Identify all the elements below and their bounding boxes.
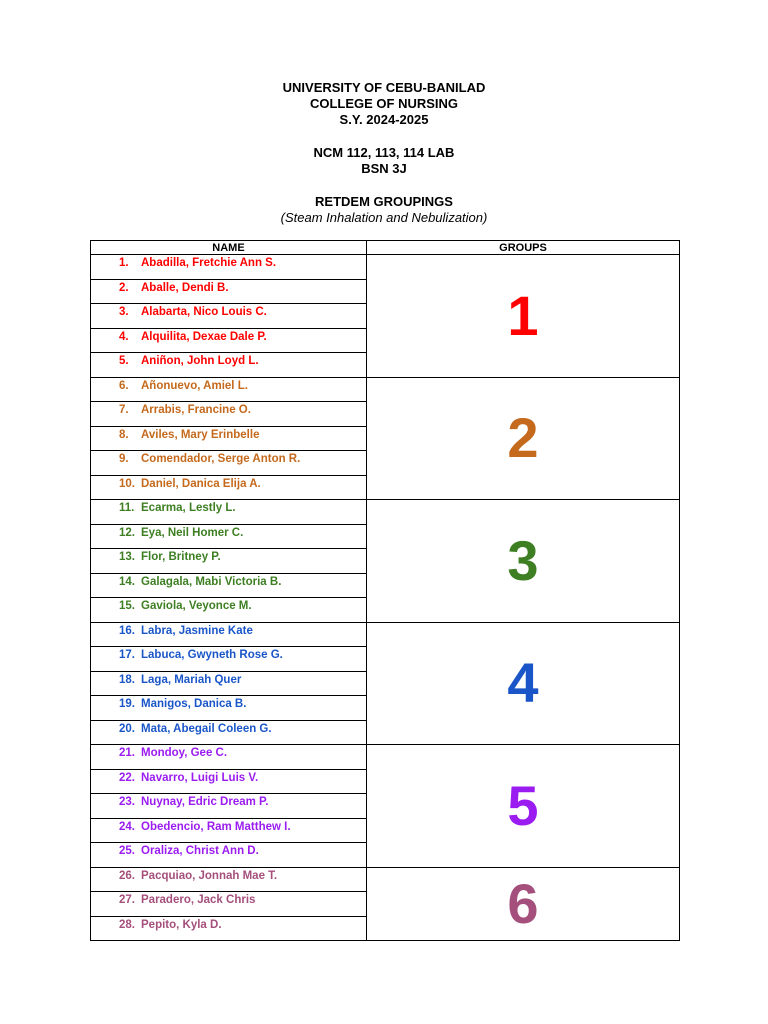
member-number: 3. (119, 306, 129, 318)
member-number: 19. (119, 698, 135, 710)
document-header (0, 80, 768, 226)
member-name: Arrabis, Francine O. (141, 404, 251, 416)
member-cell (91, 598, 367, 623)
member-cell (91, 524, 367, 549)
table-row (91, 745, 680, 770)
member-cell (91, 475, 367, 500)
table-row (91, 255, 680, 280)
member-number: 20. (119, 722, 135, 735)
member-name: Ecarma, Lestly L. (141, 502, 236, 514)
member-cell (91, 745, 367, 770)
member-number: 2. (119, 281, 129, 294)
member-name: Gaviola, Veyonce M. (141, 600, 252, 612)
member-number: 7. (119, 404, 129, 416)
school-year: S.Y. 2024-2025 (339, 112, 429, 127)
member-cell (91, 916, 367, 941)
member-cell (91, 622, 367, 647)
member-name: Oraliza, Christ Ann D. (141, 845, 259, 857)
university-name: UNIVERSITY OF CEBU-BANILAD (282, 80, 486, 95)
member-cell (91, 671, 367, 696)
member-name: Eya, Neil Homer C. (141, 526, 244, 539)
member-cell (91, 402, 367, 427)
member-number: 5. (119, 355, 129, 367)
member-number: 8. (119, 428, 129, 441)
member-name: Pacquiao, Jonnah Mae T. (141, 869, 278, 882)
member-name: Comendador, Serge Anton R. (141, 453, 301, 465)
member-name: Alquilita, Dexae Dale P. (141, 330, 267, 343)
member-cell (91, 255, 367, 280)
member-number: 16. (119, 624, 135, 637)
member-number: 6. (119, 379, 129, 392)
document-subtitle: (Steam Inhalation and Nebulization) (280, 210, 488, 225)
table-body (91, 255, 680, 941)
member-name: Alabarta, Nico Louis C. (141, 306, 267, 318)
member-name: Abadilla, Fretchie Ann S. (141, 257, 277, 269)
member-number: 24. (119, 820, 135, 833)
member-cell (91, 843, 367, 868)
group-number-cell: 4 (367, 622, 680, 745)
group-number-cell: 3 (367, 500, 680, 623)
member-cell (91, 794, 367, 819)
member-name: Galagala, Mabi Victoria B. (141, 575, 282, 588)
member-number: 10. (119, 477, 135, 490)
member-number: 12. (119, 526, 135, 539)
document-title: RETDEM GROUPINGS (315, 194, 453, 209)
member-number: 9. (119, 453, 129, 465)
member-name: Nuynay, Edric Dream P. (141, 796, 269, 808)
groupings-table (90, 240, 680, 941)
member-number: 1. (119, 257, 129, 269)
member-name: Paradero, Jack Chris (141, 894, 256, 906)
member-name: Mondoy, Gee C. (141, 747, 228, 759)
member-number: 4. (119, 330, 129, 343)
table-row (91, 377, 680, 402)
member-number: 27. (119, 894, 135, 906)
member-cell (91, 720, 367, 745)
member-cell (91, 279, 367, 304)
member-name: Flor, Britney P. (141, 551, 221, 563)
member-cell (91, 426, 367, 451)
course-code: NCM 112, 113, 114 LAB (313, 145, 455, 160)
section-label: BSN 3J (361, 161, 407, 176)
member-cell (91, 892, 367, 917)
member-name: Daniel, Danica Elija A. (141, 477, 261, 490)
member-number: 28. (119, 918, 135, 931)
member-cell (91, 304, 367, 329)
member-name: Navarro, Luigi Luis V. (141, 771, 259, 784)
member-number: 21. (119, 747, 135, 759)
member-number: 15. (119, 600, 135, 612)
member-name: Aballe, Dendi B. (141, 281, 229, 294)
member-name: Añonuevo, Amiel L. (141, 379, 248, 392)
member-cell (91, 769, 367, 794)
member-name: Mata, Abegail Coleen G. (141, 722, 272, 735)
member-cell (91, 818, 367, 843)
member-name: Aniñon, John Loyd L. (141, 355, 259, 367)
member-name: Laga, Mariah Quer (141, 673, 242, 686)
member-name: Aviles, Mary Erinbelle (141, 428, 260, 441)
member-name: Labuca, Gwyneth Rose G. (141, 649, 283, 661)
member-cell (91, 867, 367, 892)
table-row (91, 867, 680, 892)
member-number: 14. (119, 575, 135, 588)
member-cell (91, 696, 367, 721)
member-number: 17. (119, 649, 135, 661)
member-name: Pepito, Kyla D. (141, 918, 222, 931)
member-cell (91, 500, 367, 525)
groups-column-header: GROUPS (367, 241, 680, 255)
group-number-cell: 5 (367, 745, 680, 868)
group-number-cell: 6 (367, 867, 680, 941)
member-cell (91, 573, 367, 598)
member-cell (91, 647, 367, 672)
member-name: Obedencio, Ram Matthew I. (141, 820, 291, 833)
member-cell (91, 451, 367, 476)
table-row (91, 500, 680, 525)
member-cell (91, 549, 367, 574)
table-header-row (91, 241, 680, 255)
member-name: Manigos, Danica B. (141, 698, 247, 710)
member-number: 11. (119, 502, 135, 514)
table-row (91, 622, 680, 647)
member-cell (91, 353, 367, 378)
member-cell (91, 328, 367, 353)
group-number-cell: 1 (367, 255, 680, 378)
member-number: 26. (119, 869, 135, 882)
member-cell (91, 377, 367, 402)
member-number: 23. (119, 796, 135, 808)
group-number-cell: 2 (367, 377, 680, 500)
name-column-header: NAME (91, 241, 367, 255)
member-number: 18. (119, 673, 135, 686)
member-name: Labra, Jasmine Kate (141, 624, 253, 637)
member-number: 22. (119, 771, 135, 784)
member-number: 13. (119, 551, 135, 563)
college-name: COLLEGE OF NURSING (309, 96, 459, 111)
member-number: 25. (119, 845, 135, 857)
